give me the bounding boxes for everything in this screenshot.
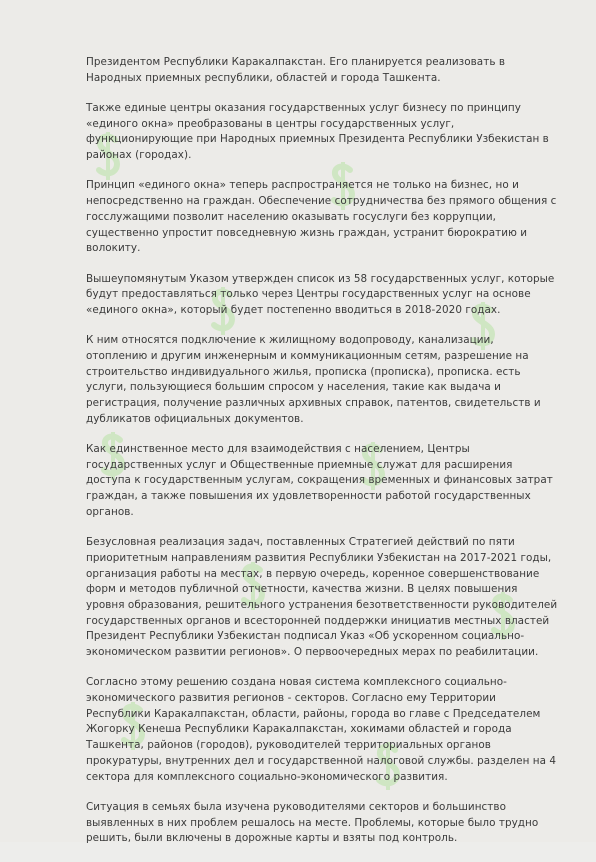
paragraph: Президентом Республики Каракалпакстан. Его планируется реализовать в Народных приемных республики, областей и города Ташкента. <box>86 56 506 84</box>
document-body <box>86 55 558 862</box>
paragraph: Вышеупомянутым Указом утвержден список из 58 государственных услуг, которые будут предоставляться только через Центры государственных услуг на основе «единого окна», который будет постепенно вводиться в 2018-2020 годах. <box>86 272 555 316</box>
paragraph: Ситуация в семьях была изучена руководителями секторов и большинство выявленных в них проблем решалось на месте. Проблемы, которые было трудно решить, были включены в дорожные карты и взяты под контроль. <box>86 800 539 845</box>
paragraph: Согласно этому решению создана новая система комплексного социально-экономического развития регионов - секторов. Согласно ему Территории Республики Каракалпакстан, области, районы, города во главе с Председателем Жогорку Кенеша Республики Каракалпакстан, хокимами областей и города Ташкента, районов (городов), руководителей территориальных органов прокуратуры, внутренних дел и государственной налоговой службы. разделен на 4 сектора для комплексного социально-экономического развития. <box>86 676 557 783</box>
paragraph: К ним относятся подключение к жилищному водопроводу, канализации, отоплению и другим инженерным и коммуникационным сетям, разрешение на строительство индивидуального жилья, прописка (прописка), прописка. есть услуги, пользующиеся большим спросом у населения, такие как выдача и регистрация, получение различных архивных справок, патентов, свидетельств и дубликатов официальных документов. <box>86 334 541 425</box>
paragraph: Как единственное место для взаимодействия с населением, Центры государственных услуг и Общественные приемные служат для расширения доступа к государственным услугам, сокращения временных и финансовых затрат граждан, а также повышения их удовлетворенности работой государственных органов. <box>86 443 553 518</box>
paragraph: Принцип «единого окна» теперь распространяется не только на бизнес, но и непосредственно на граждан. Обеспечение сотрудничества без прямого общения с госслужащими позволит населению оказывать госуслуги без коррупции, существенно упростит повседневную жизнь граждан, устранит бюрократию и волокиту. <box>86 179 557 255</box>
paragraph: Также единые центры оказания государственных услуг бизнесу по принципу «единого окна» преобразованы в центры государственных услуг, функционирующие при Народных приемных Президента Республики Узбекистан в районах (городах). <box>86 102 549 162</box>
paragraph: Безусловная реализация задач, поставленных Стратегией действий по пяти приоритетным направлениям развития Республики Узбекистан на 2017-2021 годы, организация работы на местах, в первую очередь, коренное совершенствование форм и методов публичной отчетности, качества жизни. В целях повышения уровня образования, решительного устранения безответственности руководителей государственных органов и всесторонней поддержки инициатив местных властей Президент Республики Узбекистан подписал Указ «Об ускоренном социально-экономическом развитии регионов». О первоочередных мерах по реабилитации. <box>86 536 558 659</box>
